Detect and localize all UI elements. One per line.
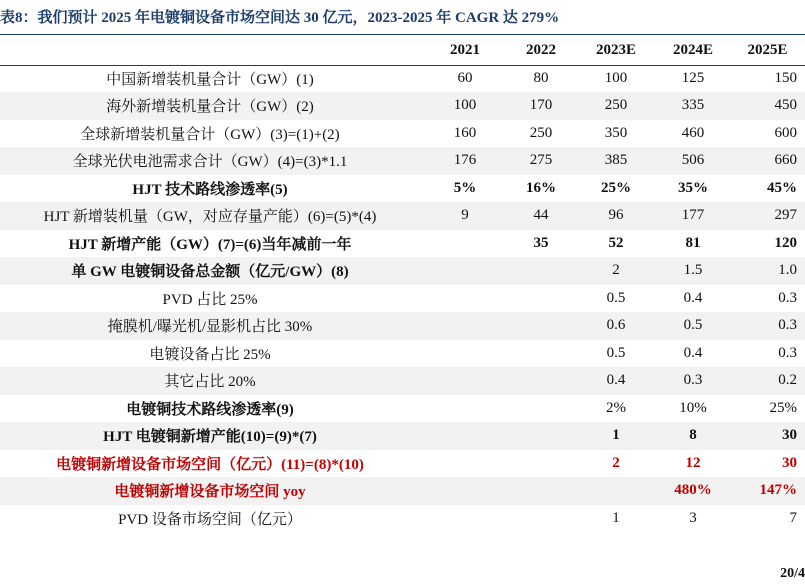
header-label bbox=[0, 37, 424, 65]
cell-2024e: 0.5 bbox=[656, 312, 730, 340]
cell-2021 bbox=[424, 312, 506, 340]
cell-2024e: 8 bbox=[656, 422, 730, 450]
row-label: 全球光伏电池需求合计（GW）(4)=(3)*1.1 bbox=[0, 147, 424, 175]
cell-2024e: 81 bbox=[685, 234, 701, 251]
row-label: HJT 新增装机量（GW，对应存量产能）(6)=(5)*(4) bbox=[0, 202, 424, 230]
cell-2022 bbox=[506, 285, 576, 313]
cell-2022: 170 bbox=[506, 92, 576, 120]
header-rule bbox=[0, 65, 805, 66]
cell-2023e: 2 bbox=[576, 257, 656, 285]
cell-2023e: 0.5 bbox=[606, 289, 626, 306]
cell-2022 bbox=[506, 450, 576, 478]
cell-2024e: 35% bbox=[678, 179, 708, 196]
table-row bbox=[0, 477, 805, 505]
cell-2022: 275 bbox=[506, 147, 576, 175]
cell-2021 bbox=[424, 340, 506, 368]
table-row bbox=[0, 147, 805, 175]
row-label: 电镀铜新增设备市场空间 yoy bbox=[0, 477, 424, 505]
cell-2023e: 1 bbox=[576, 422, 656, 450]
caption-rule bbox=[0, 34, 805, 35]
cell-2023e: 100 bbox=[604, 69, 628, 86]
cell-2022 bbox=[506, 505, 576, 533]
cell-2025e: 0.3 bbox=[778, 289, 797, 306]
cell-2024e: 480% bbox=[656, 477, 730, 505]
cell-2024e: 460 bbox=[681, 124, 705, 141]
cell-2021: 100 bbox=[424, 92, 506, 120]
cell-2025e: 150 bbox=[774, 69, 797, 86]
cell-2021: 5% bbox=[453, 179, 477, 196]
table-row bbox=[0, 175, 805, 203]
cell-2021 bbox=[424, 450, 506, 478]
row-label: 单 GW 电镀铜设备总金额（亿元/GW）(8) bbox=[0, 257, 424, 285]
cell-2022: 35 bbox=[533, 234, 549, 251]
cell-2022: 16% bbox=[526, 179, 556, 196]
cell-2025e: 0.3 bbox=[730, 312, 805, 340]
cell-2023e: 250 bbox=[576, 92, 656, 120]
header-2023e: 2023E bbox=[595, 42, 636, 59]
cell-2022 bbox=[506, 422, 576, 450]
cell-2022 bbox=[506, 367, 576, 395]
row-label: 全球新增装机量合计（GW）(3)=(1)+(2) bbox=[80, 126, 340, 143]
table-row bbox=[0, 422, 805, 450]
data-table bbox=[0, 37, 805, 532]
row-label: HJT 新增产能（GW）(7)=(6)当年减前一年 bbox=[68, 236, 352, 253]
cell-2024e: 10% bbox=[679, 399, 707, 416]
cell-2023e: 350 bbox=[604, 124, 628, 141]
cell-2023e: 0.5 bbox=[606, 344, 626, 361]
cell-2022 bbox=[506, 257, 576, 285]
cell-2024e: 12 bbox=[685, 454, 701, 471]
cell-2025e: 660 bbox=[730, 147, 805, 175]
row-label: 电镀设备占比 25% bbox=[149, 346, 271, 363]
cell-2023e bbox=[576, 477, 656, 505]
table-row bbox=[0, 92, 805, 120]
cell-2025e: 450 bbox=[730, 92, 805, 120]
cell-2023e: 25% bbox=[601, 179, 631, 196]
table-row bbox=[0, 312, 805, 340]
cell-2021 bbox=[424, 367, 506, 395]
header-2025e: 2025E bbox=[747, 42, 788, 59]
table-row bbox=[0, 202, 805, 230]
cell-2022: 44 bbox=[506, 202, 576, 230]
cell-2021 bbox=[424, 230, 506, 258]
row-label: 电镀铜技术路线渗透率(9) bbox=[126, 401, 294, 418]
cell-2024e: 3 bbox=[689, 509, 697, 526]
cell-2025e: 297 bbox=[730, 202, 805, 230]
cell-2025e: 120 bbox=[774, 234, 797, 251]
header-row bbox=[0, 37, 805, 65]
table-row bbox=[0, 230, 805, 258]
page-number: 20/4 bbox=[780, 566, 805, 581]
cell-2024e: 0.3 bbox=[656, 367, 730, 395]
cell-2021 bbox=[424, 477, 506, 505]
cell-2021: 160 bbox=[453, 124, 477, 141]
row-label: 电镀铜新增设备市场空间（亿元）(11)=(8)*(10) bbox=[56, 456, 364, 473]
cell-2025e: 1.0 bbox=[730, 257, 805, 285]
row-label: PVD 占比 25% bbox=[162, 291, 258, 308]
row-label: HJT 电镀铜新增产能(10)=(9)*(7) bbox=[0, 422, 424, 450]
row-label: 中国新增装机量合计（GW）(1) bbox=[106, 71, 314, 88]
row-label: PVD 设备市场空间（亿元） bbox=[118, 511, 302, 528]
table-row bbox=[0, 257, 805, 285]
table-row bbox=[0, 367, 805, 395]
cell-2025e: 45% bbox=[767, 179, 797, 196]
cell-2021 bbox=[424, 285, 506, 313]
cell-2024e: 177 bbox=[656, 202, 730, 230]
cell-2021 bbox=[424, 257, 506, 285]
cell-2025e: 600 bbox=[774, 124, 797, 141]
cell-2023e: 52 bbox=[608, 234, 624, 251]
cell-2025e: 7 bbox=[789, 509, 797, 526]
table-row bbox=[0, 505, 805, 533]
cell-2023e: 1 bbox=[612, 509, 620, 526]
cell-2024e: 0.4 bbox=[683, 344, 703, 361]
cell-2022 bbox=[506, 312, 576, 340]
table-row bbox=[0, 395, 805, 423]
table-row bbox=[0, 65, 805, 93]
cell-2022: 80 bbox=[533, 69, 549, 86]
cell-2024e: 125 bbox=[681, 69, 705, 86]
table-row bbox=[0, 120, 805, 148]
cell-2021: 176 bbox=[424, 147, 506, 175]
cell-2025e: 0.2 bbox=[730, 367, 805, 395]
cell-2023e: 2 bbox=[612, 454, 620, 471]
cell-2024e: 506 bbox=[656, 147, 730, 175]
cell-2022: 250 bbox=[529, 124, 553, 141]
cell-2025e: 147% bbox=[730, 477, 805, 505]
cell-2023e: 2% bbox=[606, 399, 626, 416]
cell-2023e: 0.4 bbox=[576, 367, 656, 395]
table-caption: 表8：我们预计 2025 年电镀铜设备市场空间达 30 亿元，2023-2025 年 CAGR 达 279% bbox=[0, 10, 560, 26]
table-row bbox=[0, 450, 805, 478]
row-label: 掩膜机/曝光机/显影机占比 30% bbox=[0, 312, 424, 340]
cell-2022 bbox=[506, 477, 576, 505]
row-label: 海外新增装机量合计（GW）(2) bbox=[0, 92, 424, 120]
cell-2021 bbox=[424, 395, 506, 423]
cell-2021 bbox=[424, 505, 506, 533]
cell-2021: 60 bbox=[457, 69, 473, 86]
cell-2024e: 1.5 bbox=[656, 257, 730, 285]
cell-2022 bbox=[506, 340, 576, 368]
cell-2023e: 385 bbox=[576, 147, 656, 175]
table-row bbox=[0, 340, 805, 368]
header-2022: 2022 bbox=[526, 42, 556, 59]
cell-2024e: 335 bbox=[656, 92, 730, 120]
row-label: HJT 技术路线渗透率(5) bbox=[132, 181, 288, 198]
cell-2025e: 30 bbox=[730, 422, 805, 450]
header-2024e: 2024E bbox=[672, 42, 713, 59]
cell-2025e: 0.3 bbox=[778, 344, 797, 361]
cell-2021 bbox=[424, 422, 506, 450]
cell-2024e: 0.4 bbox=[683, 289, 703, 306]
cell-2023e: 96 bbox=[576, 202, 656, 230]
table-row bbox=[0, 285, 805, 313]
header-2021: 2021 bbox=[450, 42, 480, 59]
cell-2025e: 25% bbox=[769, 399, 797, 416]
cell-2021: 9 bbox=[424, 202, 506, 230]
cell-2022 bbox=[506, 395, 576, 423]
cell-2023e: 0.6 bbox=[576, 312, 656, 340]
cell-2025e: 30 bbox=[782, 454, 797, 471]
row-label: 其它占比 20% bbox=[0, 367, 424, 395]
